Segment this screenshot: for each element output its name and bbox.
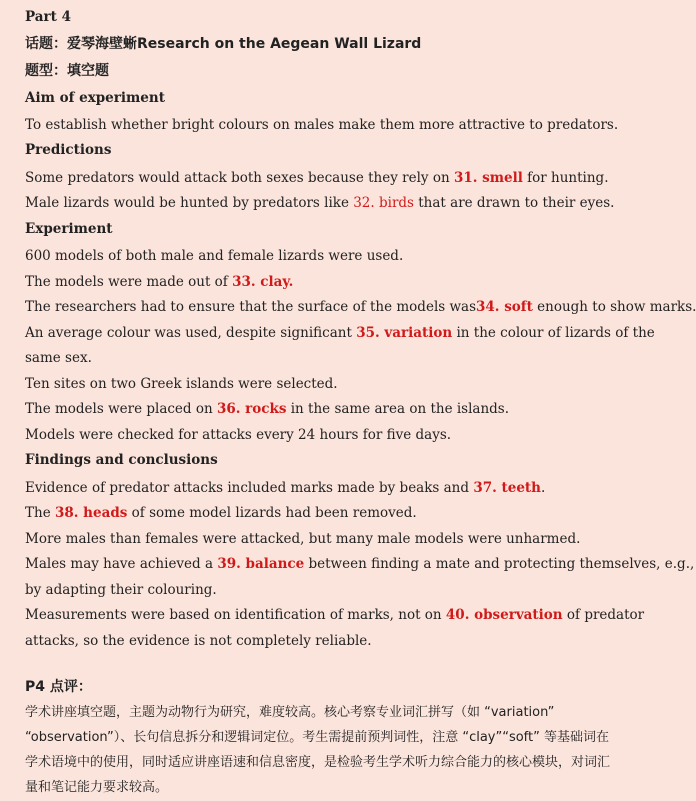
- text-before: An average colour was used, despite significant: [25, 325, 357, 341]
- finding-40: [25, 606, 645, 624]
- answer-40: 40. observation: [445, 607, 563, 623]
- finding-40-cont: attacks, so the evidence is not completely reliable.: [25, 633, 372, 649]
- prediction-31: [25, 169, 618, 187]
- experiment-line-34: [25, 298, 696, 316]
- text-before: The researchers had to ensure that the surface of the models was: [25, 299, 477, 315]
- answer-34: 34. soft: [476, 299, 533, 315]
- answer-39: 39. balance: [217, 556, 305, 572]
- text-after: of predator: [562, 607, 645, 623]
- finding-38: [25, 504, 618, 522]
- text-before: Male lizards would be hunted by predators like: [25, 195, 354, 211]
- text-after: in the colour of lizards of the: [452, 325, 655, 341]
- answer-38: 38. heads: [54, 505, 128, 521]
- topic-line: [25, 35, 618, 53]
- experiment-line-36: [25, 400, 618, 418]
- part-heading: Part 4: [25, 9, 71, 25]
- review-text: 学术讲座填空题，主题为动物行为研究，难度较高。核心考察专业词汇拼写（如 “variation” “observation”）、长句信息拆分和逻辑词定位。考生需提前预判词性，注意 “clay”“soft” 等基础词在学术语境中的使用，同时适应讲座语速和信息密度，是检验考生学术听力综合能力的核心模块，对词汇量和笔记能力要求较高。: [25, 705, 611, 795]
- text-before: The models were made out of: [25, 274, 233, 290]
- answer-33: 33. clay.: [232, 274, 294, 290]
- question-type: 题型：填空题: [25, 63, 109, 79]
- text-before: Measurements were based on identification of marks, not on: [25, 607, 446, 623]
- text-after: that are drawn to their eyes.: [413, 195, 615, 211]
- finding-37: [25, 479, 618, 497]
- answer-35: 35. variation: [356, 325, 453, 341]
- aim-heading: Aim of experiment: [25, 90, 165, 106]
- topic-text: 话题：爱琴海壁蜥Research on the Aegean Wall Lizard: [25, 36, 422, 52]
- finding-line-3: More males than females were attacked, but many male models were unharmed.: [25, 531, 581, 547]
- text-after: enough to show marks.: [532, 299, 696, 315]
- answer-31: 31. smell: [453, 170, 523, 186]
- text-before: Males may have achieved a: [25, 556, 218, 572]
- text-after: .: [540, 480, 546, 496]
- experiment-line-1: 600 models of both male and female lizards were used.: [25, 248, 404, 264]
- predictions-heading: Predictions: [25, 142, 112, 158]
- review-title: P4 点评：: [25, 679, 92, 695]
- experiment-heading: Experiment: [25, 221, 113, 237]
- finding-39: [25, 555, 695, 573]
- finding-39-cont: by adapting their colouring.: [25, 582, 217, 598]
- prediction-32: [25, 194, 618, 212]
- answer-32: 32. birds: [353, 195, 414, 211]
- text-after: of some model lizards had been removed.: [127, 505, 417, 521]
- aim-text: To establish whether bright colours on males make them more attractive to predators.: [25, 117, 619, 133]
- text-before: Some predators would attack both sexes because they rely on: [25, 170, 454, 186]
- text-before: The: [25, 505, 55, 521]
- text-before: The models were placed on: [25, 401, 217, 417]
- text-after: in the same area on the islands.: [286, 401, 510, 417]
- findings-heading: Findings and conclusions: [25, 452, 218, 468]
- experiment-line-35-cont: same sex.: [25, 350, 92, 366]
- text-after: for hunting.: [522, 170, 609, 186]
- text-before: Evidence of predator attacks included marks made by beaks and: [25, 480, 474, 496]
- answer-36: 36. rocks: [216, 401, 287, 417]
- experiment-line-35: [25, 324, 655, 342]
- text-after: between finding a mate and protecting themselves, e.g.,: [304, 556, 695, 572]
- experiment-line-33: [25, 273, 618, 291]
- experiment-line-7: Models were checked for attacks every 24 hours for five days.: [25, 427, 452, 443]
- experiment-line-5: Ten sites on two Greek islands were selected.: [25, 376, 338, 392]
- answer-37: 37. teeth: [473, 480, 541, 496]
